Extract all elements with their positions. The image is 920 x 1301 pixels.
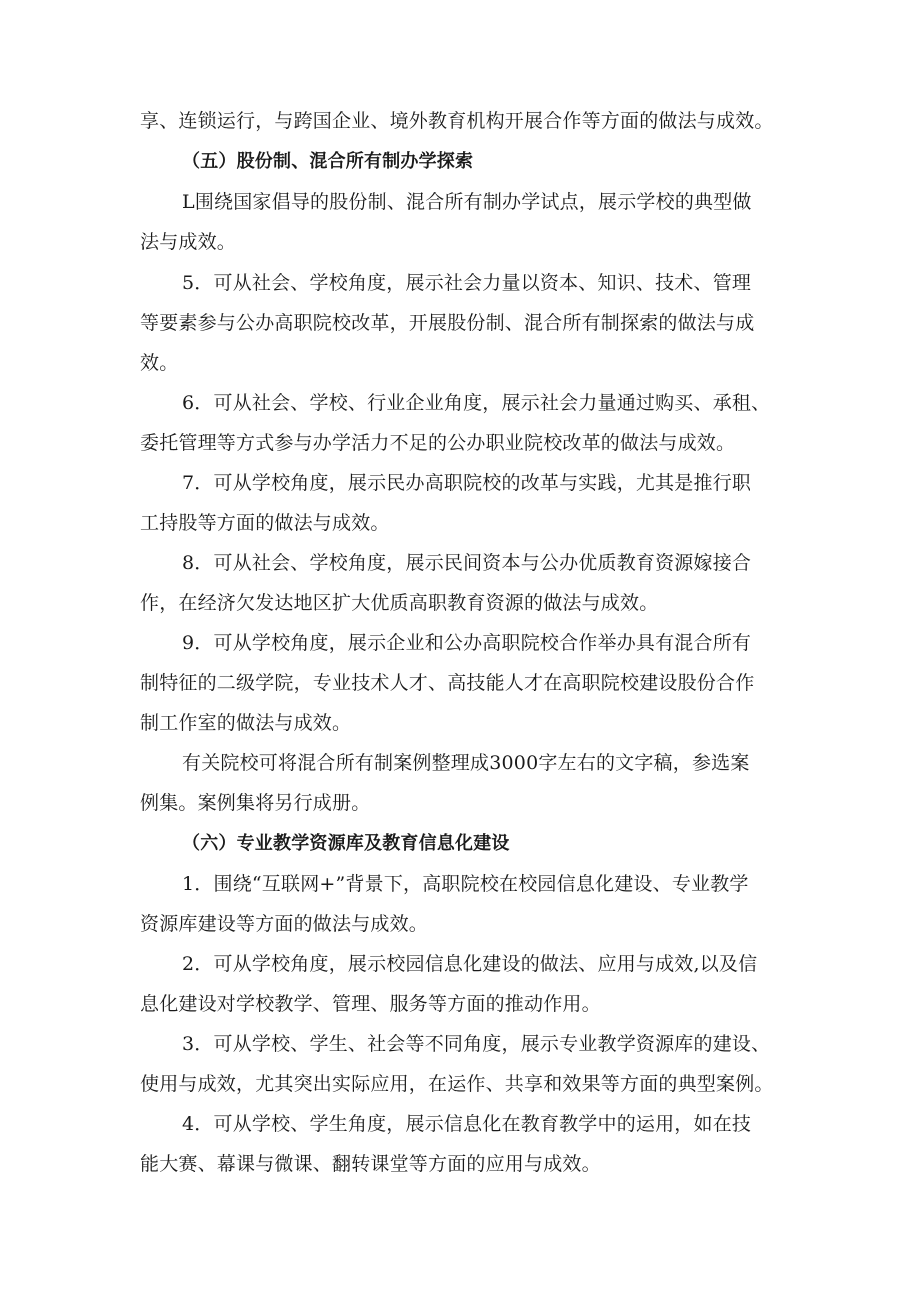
section-heading: （六）专业教学资源库及教育信息化建设 <box>182 833 510 854</box>
paragraph-line: 有关院校可将混合所有制案例整理成3000字左右的文字稿，参选案 <box>182 752 750 774</box>
paragraph-line: 制特征的二级学院，专业技术人才、高技能人才在高职院校建设股份合作 <box>140 672 755 694</box>
paragraph-line: 5．可从社会、学校角度，展示社会力量以资本、知识、技术、管理 <box>182 272 752 294</box>
paragraph-line: 2．可从学校角度，展示校园信息化建设的做法、应用与成效,以及信 <box>182 953 758 975</box>
paragraph-line: L围绕国家倡导的股份制、混合所有制办学试点，展示学校的典型做 <box>182 191 752 213</box>
paragraph-line: 能大赛、幕课与微课、翻转课堂等方面的应用与成效。 <box>140 1153 601 1175</box>
paragraph-line: 8．可从社会、学校角度，展示民间资本与公办优质教育资源嫁接合 <box>182 552 752 574</box>
paragraph-line: 委托管理等方式参与办学活力不足的公办职业院校改革的做法与成效。 <box>140 432 736 454</box>
paragraph-line: 9．可从学校角度，展示企业和公办高职院校合作举办具有混合所有 <box>182 632 752 654</box>
paragraph-line: 使用与成效，尤其突出实际应用，在运作、共享和效果等方面的典型案例。 <box>140 1073 774 1095</box>
paragraph-line: 享、连锁运行，与跨国企业、境外教育机构开展合作等方面的做法与成效。 <box>140 110 774 132</box>
paragraph-line: 例集。案例集将另行成册。 <box>140 792 371 814</box>
paragraph-line: 1．围绕“互联网+”背景下，高职院校在校园信息化建设、专业教学 <box>182 873 749 895</box>
section-heading: （五）股份制、混合所有制办学探索 <box>182 151 474 172</box>
paragraph-line: 6．可从社会、学校、行业企业角度，展示社会力量通过购买、承租、 <box>182 392 771 414</box>
paragraph-line: 资源库建设等方面的做法与成效。 <box>140 913 429 935</box>
paragraph-line: 作，在经济欠发达地区扩大优质高职教育资源的做法与成效。 <box>140 592 659 614</box>
paragraph-line: 7．可从学校角度，展示民办高职院校的改革与实践，尤其是推行职 <box>182 472 752 494</box>
paragraph-line: 法与成效。 <box>140 231 237 253</box>
paragraph-line: 4．可从学校、学生角度，展示信息化在教育教学中的运用，如在技 <box>182 1113 752 1135</box>
paragraph-line: 息化建设对学校教学、管理、服务等方面的推动作用。 <box>140 993 601 1015</box>
paragraph-line: 工持股等方面的做法与成效。 <box>140 512 390 534</box>
paragraph-line: 3．可从学校、学生、社会等不同角度，展示专业教学资源库的建设、 <box>182 1033 771 1055</box>
paragraph-line: 制工作室的做法与成效。 <box>140 712 352 734</box>
paragraph-line: 效。 <box>140 352 179 374</box>
paragraph-line: 等要素参与公办高职院校改革，开展股份制、混合所有制探索的做法与成 <box>140 312 755 334</box>
